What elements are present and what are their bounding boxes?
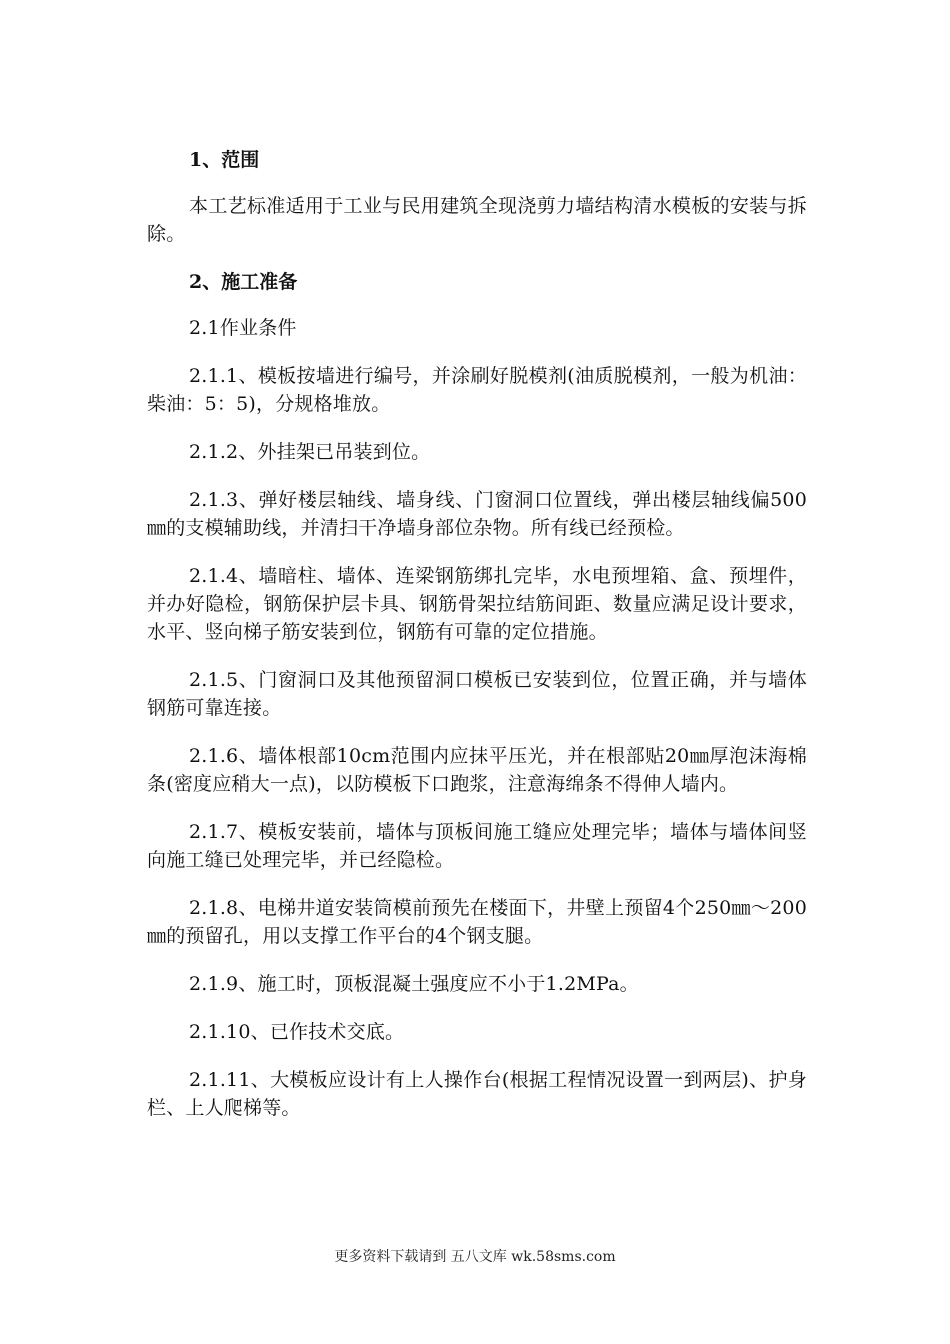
section-heading-scope: 1、范围 — [189, 149, 260, 171]
paragraph-2-1-2: 2.1.2、外挂架已吊装到位。 — [189, 441, 431, 463]
subheading-work-conditions: 2.1作业条件 — [189, 317, 297, 339]
paragraph-2-1-9: 2.1.9、施工时，顶板混凝土强度应不小于1.2MPa。 — [189, 973, 639, 995]
paragraph-2-1-1: 2.1.1、模板按墙进行编号，并涂刷好脱模剂(油质脱模剂，一般为机油：柴油：5：5)，分规格堆放。 — [147, 365, 807, 415]
paragraph-2-1-5: 2.1.5、门窗洞口及其他预留洞口模板已安装到位，位置正确，并与墙体钢筋可靠连接。 — [147, 669, 807, 719]
section-heading-preparation: 2、施工准备 — [189, 271, 298, 293]
paragraph-2-1-3: 2.1.3、弹好楼层轴线、墙身线、门窗洞口位置线，弹出楼层轴线偏500㎜的支模辅助线，并清扫干净墙身部位杂物。所有线已经预检。 — [147, 489, 807, 539]
paragraph-2-1-11: 2.1.11、大模板应设计有上人操作台(根据工程情况设置一到两层)、护身栏、上人爬梯等。 — [147, 1069, 807, 1119]
paragraph-2-1-8: 2.1.8、电梯井道安装筒模前预先在楼面下，井壁上预留4个250㎜～200㎜的预留孔，用以支撑工作平台的4个钢支腿。 — [147, 897, 807, 947]
paragraph-2-1-6: 2.1.6、墙体根部10cm范围内应抹平压光，并在根部贴20㎜厚泡沫海棉条(密度应稍大一点)，以防模板下口跑浆，注意海绵条不得伸人墙内。 — [147, 745, 807, 795]
paragraph-2-1-10: 2.1.10、已作技术交底。 — [189, 1021, 405, 1043]
footer-download-note: 更多资料下载请到 五八文库 wk.58sms.com — [334, 1249, 616, 1265]
document-body — [147, 146, 807, 1142]
paragraph-2-1-4: 2.1.4、墙暗柱、墙体、连梁钢筋绑扎完毕，水电预埋箱、盒、预埋件，并办好隐检，钢筋保护层卡具、钢筋骨架拉结筋间距、数量应满足设计要求，水平、竖向梯子筋安装到位，钢筋有可靠的定位措施。 — [147, 565, 807, 643]
paragraph-scope-text: 本工艺标准适用于工业与民用建筑全现浇剪力墙结构清水模板的安装与拆除。 — [147, 195, 807, 245]
paragraph-2-1-7: 2.1.7、模板安装前，墙体与顶板间施工缝应处理完毕；墙体与墙体间竖向施工缝已处理完毕，并已经隐检。 — [147, 821, 807, 871]
